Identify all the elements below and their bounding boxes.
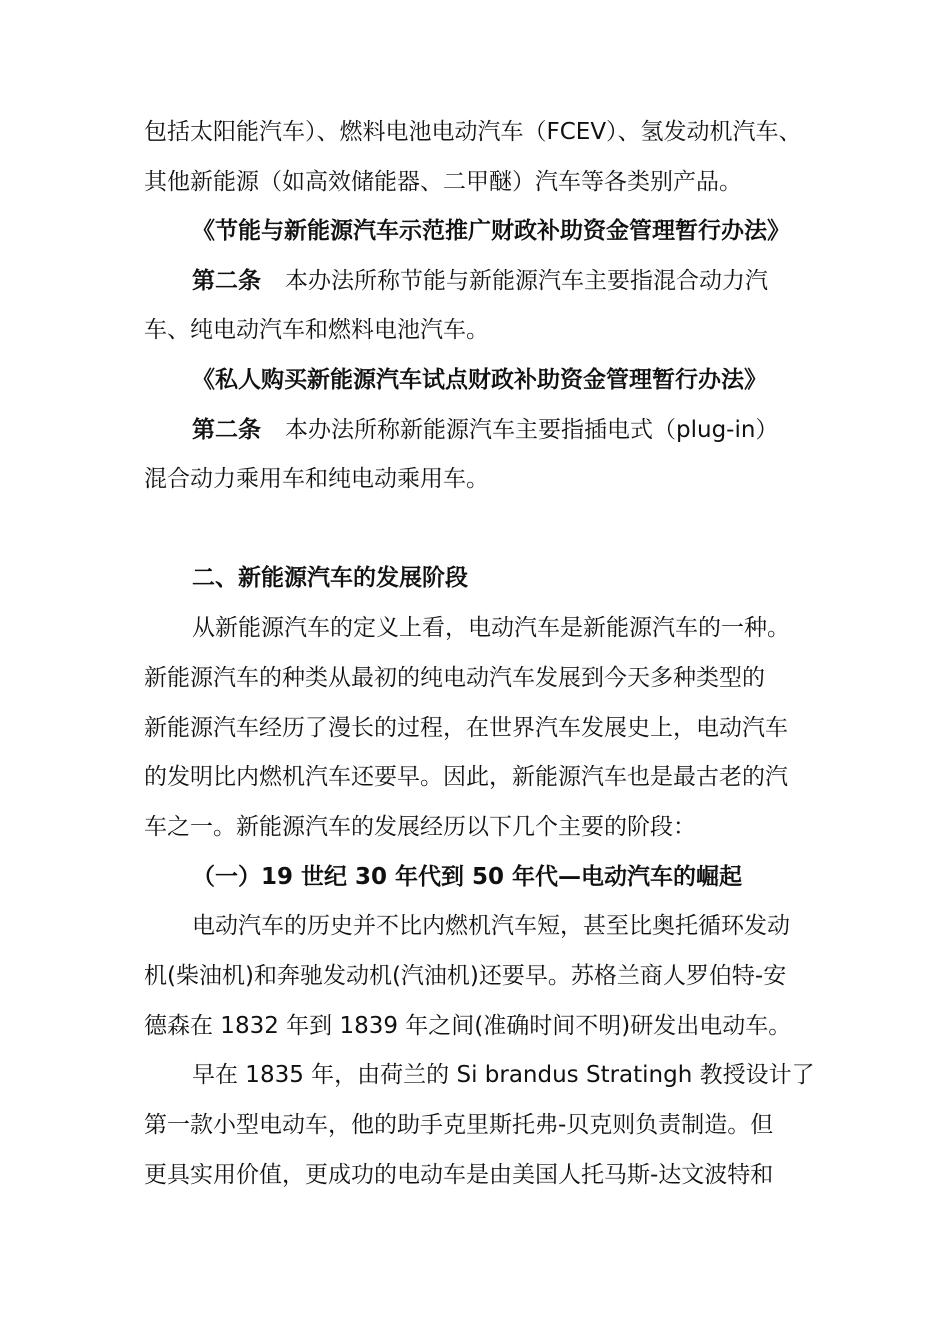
regulation-title-1: 《节能与新能源汽车示范推广财政补助资金管理暂行办法》 bbox=[192, 218, 790, 244]
article-label-1: 第二条 bbox=[192, 268, 261, 294]
article-text-1: 本办法所称节能与新能源汽车主要指混合动力汽 bbox=[285, 268, 768, 294]
body-line-9: 车之一。新能源汽车的发展经历以下几个主要的阶段： bbox=[144, 814, 696, 840]
body-line-1: 包括太阳能汽车）、燃料电池电动汽车（FCEV）、氢发动机汽车、 bbox=[144, 119, 802, 145]
body-line-13: 早在 1835 年，由荷兰的 Si brandus Stratingh 教授设计了 bbox=[192, 1062, 815, 1088]
body-line-14: 第一款小型电动车，他的助手克里斯托弗-贝克则负责制造。但 bbox=[144, 1112, 774, 1138]
article-text-2: 本办法所称新能源汽车主要指插电式（plug-in） bbox=[285, 417, 779, 443]
body-line-11: 机(柴油机)和奔驰发动机(汽油机)还要早。苏格兰商人罗伯特-安 bbox=[144, 963, 787, 989]
body-line-7: 新能源汽车经历了漫长的过程，在世界汽车发展史上，电动汽车 bbox=[144, 715, 788, 741]
article-label-2: 第二条 bbox=[192, 417, 261, 443]
body-line-10: 电动汽车的历史并不比内燃机汽车短，甚至比奥托循环发动 bbox=[192, 913, 790, 939]
body-line-12: 德森在 1832 年到 1839 年之间(准确时间不明)研发出电动车。 bbox=[144, 1013, 792, 1039]
subsection-heading: （一）19 世纪 30 年代到 50 年代—电动汽车的崛起 bbox=[192, 864, 743, 890]
body-line-5: 从新能源汽车的定义上看，电动汽车是新能源汽车的一种。 bbox=[192, 615, 790, 641]
article-line-2 bbox=[192, 415, 816, 445]
body-line-6: 新能源汽车的种类从最初的纯电动汽车发展到今天多种类型的 bbox=[144, 665, 765, 691]
regulation-title-2: 《私人购买新能源汽车试点财政补助资金管理暂行办法》 bbox=[192, 367, 767, 393]
article-line-1 bbox=[192, 266, 816, 296]
body-line-4: 混合动力乘用车和纯电动乘用车。 bbox=[144, 466, 489, 492]
body-line-8: 的发明比内燃机汽车还要早。因此，新能源汽车也是最古老的汽 bbox=[144, 764, 788, 790]
body-line-3: 车、纯电动汽车和燃料电池汽车。 bbox=[144, 317, 489, 343]
body-line-15: 更具实用价值，更成功的电动车是由美国人托马斯-达文波特和 bbox=[144, 1162, 774, 1188]
section-heading: 二、新能源汽车的发展阶段 bbox=[192, 565, 468, 591]
body-line-2: 其他新能源（如高效储能器、二甲醚）汽车等各类别产品。 bbox=[144, 169, 742, 195]
